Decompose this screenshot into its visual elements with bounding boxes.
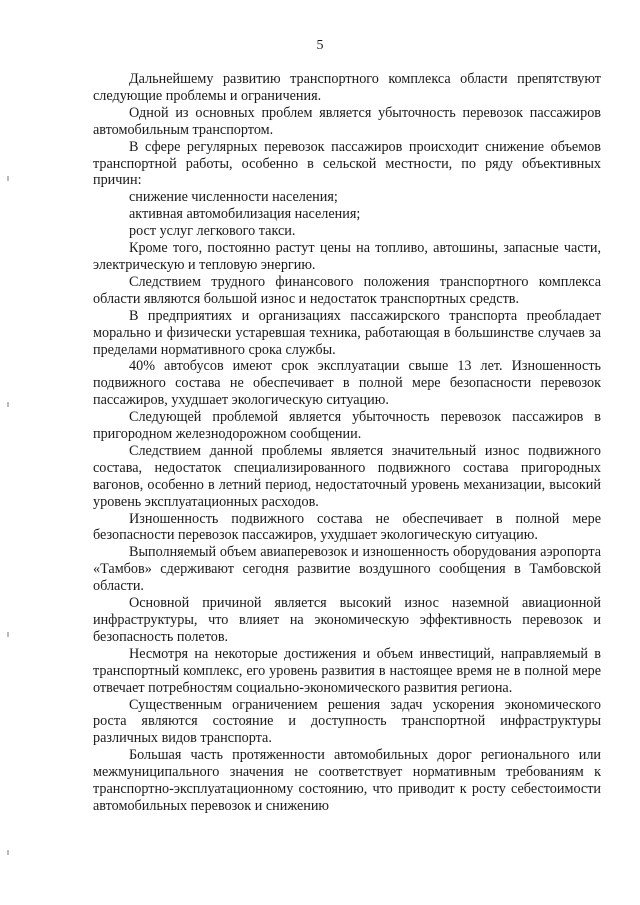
paragraph-financial-consequence: Следствием трудного финансового положения транспортного комплекса области являются большой износ и недостаток транспортных средств. bbox=[93, 273, 601, 307]
paragraph-investment: Несмотря на некоторые достижения и объем инвестиций, направляемый в транспортный комплекс, его уровень развития в настоящее время не в полной мере отвечает потребностям социально-экономического развития региона. bbox=[93, 645, 601, 696]
margin-mark bbox=[7, 632, 9, 637]
paragraph-infrastructure: Существенным ограничением решения задач ускорения экономического роста являются состояние и доступность транспортной инфраструктуры различных видов транспорта. bbox=[93, 696, 601, 747]
paragraph-rail-wear: Изношенность подвижного состава не обеспечивает в полной мере безопасности перевозок пассажиров, ухудшает экологическую ситуацию. bbox=[93, 510, 601, 544]
margin-mark bbox=[7, 850, 9, 855]
paragraph-outdated-equipment: В предприятиях и организациях пассажирского транспорта преобладает морально и физически устаревшая техника, работающая в большинстве случаев за пределами нормативного срока службы. bbox=[93, 307, 601, 358]
list-item: рост услуг легкового такси. bbox=[129, 223, 296, 240]
paragraph-rail-consequence: Следствием данной проблемы является значительный износ подвижного состава, недостаток специализированного подвижного состава пригородных вагонов, особенно в летний период, недостаточный уровень механизации, высокий уровень эксплуатационных расходов. bbox=[93, 442, 601, 510]
paragraph-airport-cause: Основной причиной является высокий износ наземной авиационной инфраструктуры, что влияет на экономическую эффективность перевозок и безопасность полетов. bbox=[93, 595, 601, 645]
paragraph-main-problem: Одной из основных проблем является убыточность перевозок пассажиров автомобильным транспортом. bbox=[93, 104, 601, 138]
paragraph-airport: Выполняемый объем авиаперевозок и изношенность оборудования аэропорта «Тамбов» сдерживают сегодня развитие воздушного сообщения в Тамбовской области. bbox=[93, 544, 601, 595]
margin-mark bbox=[7, 402, 9, 407]
margin-mark bbox=[7, 176, 9, 181]
paragraph-rail-problem: Следующей проблемой является убыточность перевозок пассажиров в пригородном железнодорожном сообщении. bbox=[93, 409, 601, 443]
page-number: 5 bbox=[316, 38, 324, 53]
paragraph-intro: Дальнейшему развитию транспортного комплекса области препятствуют следующие проблемы и ограничения. bbox=[93, 71, 601, 104]
paragraph-regular-transport: В сфере регулярных перевозок пассажиров происходит снижение объемов транспортной работы, особенно в сельской местности, по ряду объективных причин: bbox=[93, 138, 601, 189]
causes-list bbox=[93, 189, 601, 240]
paragraph-prices: Кроме того, постоянно растут цены на топливо, автошины, запасные части, электрическую и тепловую энергию. bbox=[93, 240, 601, 273]
paragraph-bus-age: 40% автобусов имеют срок эксплуатации свыше 13 лет. Изношенность подвижного состава не обеспечивает в полной мере безопасности перевозок пассажиров, ухудшает экологическую ситуацию. bbox=[93, 358, 601, 409]
list-item: снижение численности населения; bbox=[129, 189, 338, 206]
paragraph-roads: Большая часть протяженности автомобильных дорог регионального или межмуниципального значения не соответствует нормативным требованиям к транспортно-эксплуатационному состоянию, что приводит к росту себестоимости автомобильных перевозок и снижению bbox=[93, 747, 601, 814]
document-body bbox=[93, 71, 601, 815]
list-item: активная автомобилизация населения; bbox=[129, 206, 361, 223]
